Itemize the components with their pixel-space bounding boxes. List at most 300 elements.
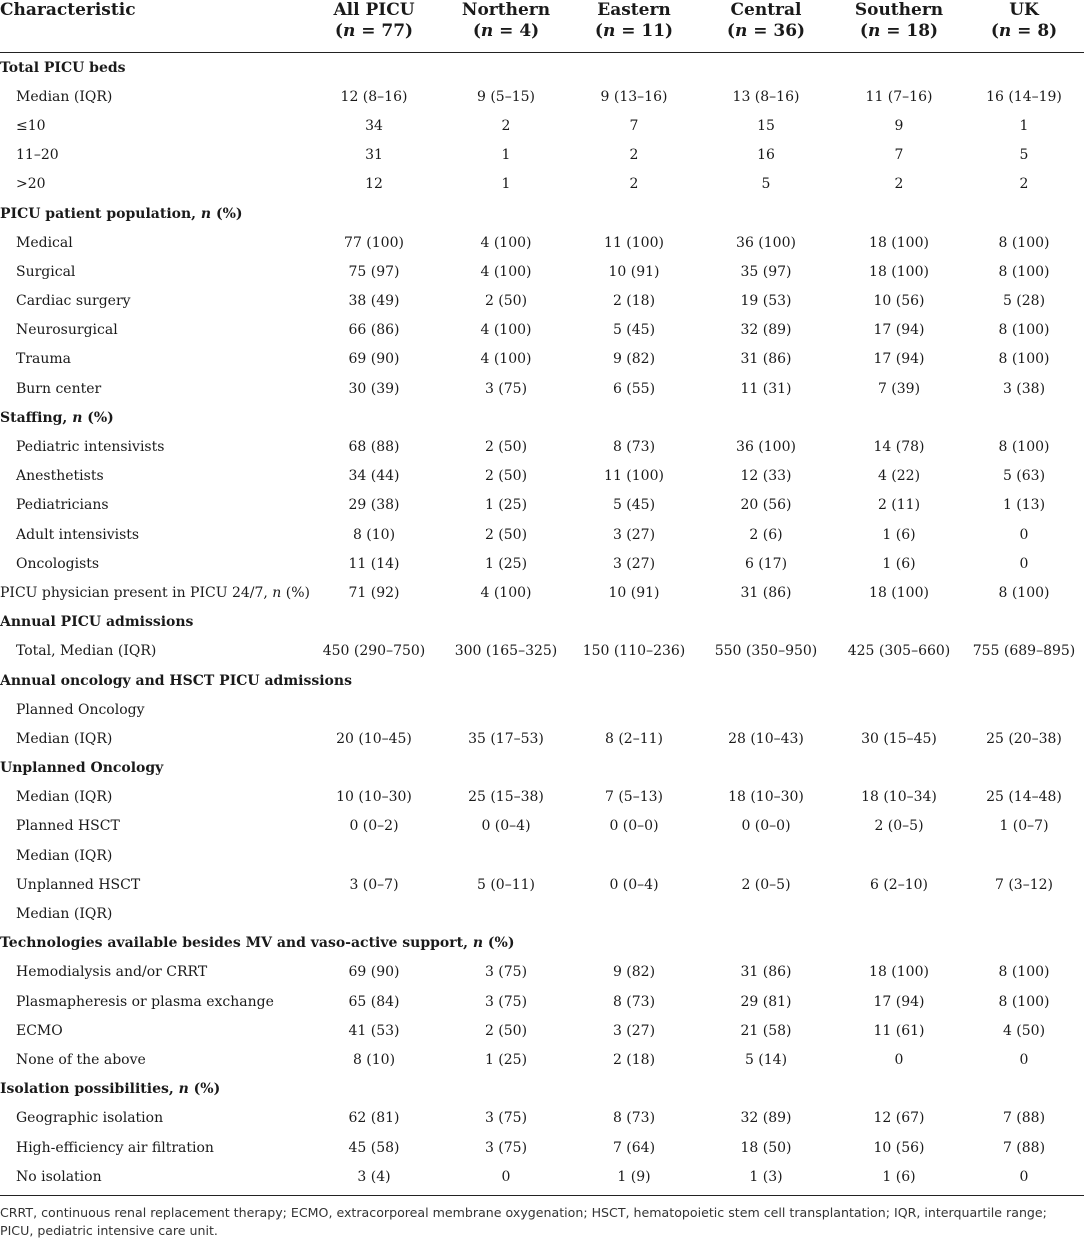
table-cell: 18 (100) (869, 263, 929, 280)
table-cell: 17 (94) (873, 993, 925, 1010)
table-cell (964, 929, 1084, 958)
table-cell: 3 (27) (612, 1022, 656, 1039)
table-cell: 8 (100) (998, 964, 1050, 981)
table-cell: 17 (94) (873, 322, 925, 339)
table-cell: 77 (100) (344, 234, 404, 251)
table-cell: 9 (894, 117, 904, 134)
row-label: ≤10 (16, 117, 46, 134)
table-cell: 2 (50) (484, 526, 528, 543)
table-cell: 2 (50) (484, 468, 528, 485)
table-cell: 3 (27) (612, 526, 656, 543)
header-row (0, 0, 1084, 53)
table-cell: 7 (5–13) (604, 789, 663, 806)
table-cell: 5 (63) (1002, 468, 1046, 485)
table-cell: 7 (64) (612, 1139, 656, 1156)
table-cell: 2 (6) (749, 526, 783, 543)
section-row (0, 929, 1084, 958)
row-label: Plasmapheresis or plasma exchange (16, 993, 274, 1010)
row-label: None of the above (16, 1051, 146, 1068)
table-cell (442, 608, 570, 637)
table-cell: 7 (88) (1002, 1110, 1046, 1127)
table-cell (834, 754, 964, 783)
row-label: 11–20 (16, 147, 59, 164)
table-cell: 2 (629, 147, 639, 164)
table-cell: 41 (53) (348, 1022, 400, 1039)
table-cell: 10 (91) (608, 263, 660, 280)
table-row (0, 870, 1084, 899)
row-label: Burn center (16, 380, 102, 397)
table-cell: 14 (78) (873, 439, 925, 456)
section-row (0, 53, 1084, 83)
table-row (0, 958, 1084, 987)
table-cell: 1 (501, 147, 511, 164)
table-cell (698, 695, 834, 724)
row-label: Neurosurgical (16, 322, 118, 339)
table-cell: 5 (45) (612, 497, 656, 514)
table-cell: 4 (100) (480, 322, 532, 339)
section-row (0, 199, 1084, 228)
row-label: Median (IQR) (16, 88, 113, 105)
table-cell: 10 (10–30) (336, 789, 412, 806)
table-cell: 34 (44) (348, 468, 400, 485)
table-cell: 0 (0–2) (349, 818, 399, 835)
table-cell: 0 (501, 1168, 511, 1185)
table-cell: 25 (14–48) (986, 789, 1062, 806)
row-label: Isolation possibilities, n (%) (0, 1081, 221, 1098)
table-cell (834, 929, 964, 958)
table-row (0, 432, 1084, 461)
table-cell (834, 53, 964, 83)
table-cell (964, 666, 1084, 695)
table-cell (570, 929, 698, 958)
table-cell: 11 (100) (604, 234, 664, 251)
table-cell: 25 (15–38) (468, 789, 544, 806)
table-cell: 4 (100) (480, 234, 532, 251)
table-cell (570, 608, 698, 637)
table-cell: 2 (0–5) (741, 876, 791, 893)
table-cell: 2 (0–5) (874, 818, 924, 835)
table-cell: 8 (73) (612, 439, 656, 456)
table-cell: 62 (81) (348, 1110, 400, 1127)
table-cell: 35 (97) (740, 263, 792, 280)
table-cell (698, 929, 834, 958)
table-cell (442, 53, 570, 83)
table-cell: 2 (18) (612, 293, 656, 310)
table-row (0, 783, 1084, 812)
header-column (570, 0, 698, 53)
table-row (0, 695, 1084, 724)
table-cell (964, 754, 1084, 783)
table-cell (442, 199, 570, 228)
table-cell: 32 (89) (740, 1110, 792, 1127)
table-cell: 8 (2–11) (604, 730, 663, 747)
header-column (964, 0, 1084, 53)
table-cell: 11 (61) (873, 1022, 925, 1039)
header-column (306, 0, 442, 53)
table-cell (964, 199, 1084, 228)
row-label: Planned HSCT (16, 818, 120, 835)
row-label: Pediatricians (16, 497, 109, 514)
table-cell: 0 (894, 1051, 904, 1068)
row-label: Hemodialysis and/or CRRT (16, 964, 208, 981)
header-label: Characteristic (0, 0, 136, 20)
table-cell (834, 899, 964, 928)
table-row (0, 1016, 1084, 1045)
header-column (834, 0, 964, 53)
table-cell: 2 (1019, 176, 1029, 193)
table-cell (442, 403, 570, 432)
table-cell (442, 754, 570, 783)
table-cell (834, 841, 964, 870)
table-cell (834, 403, 964, 432)
table-cell: 7 (39) (877, 380, 921, 397)
table-cell: 3 (75) (484, 1110, 528, 1127)
table-cell: 12 (8–16) (340, 88, 408, 105)
table-cell: 3 (0–7) (349, 876, 399, 893)
table-cell: 0 (1019, 1051, 1029, 1068)
row-label: Anesthetists (16, 468, 104, 485)
table-cell: 20 (10–45) (336, 730, 412, 747)
table-cell: 10 (56) (873, 293, 925, 310)
row-label: Medical (16, 234, 73, 251)
table-cell: 15 (757, 117, 775, 134)
table-row (0, 491, 1084, 520)
table-cell: 2 (18) (612, 1051, 656, 1068)
header-column (698, 0, 834, 53)
table-cell: 30 (15–45) (861, 730, 937, 747)
table-row (0, 170, 1084, 199)
table-cell: 18 (10–34) (861, 789, 937, 806)
table-cell (834, 1075, 964, 1104)
table-cell: 9 (13–16) (600, 88, 668, 105)
table-cell: 31 (86) (740, 964, 792, 981)
header-count: (n = 18) (859, 21, 939, 41)
table-cell: 755 (689–895) (972, 643, 1076, 660)
table-cell: 1 (13) (1002, 497, 1046, 514)
table-cell: 2 (50) (484, 293, 528, 310)
table-cell: 3 (75) (484, 380, 528, 397)
table-cell: 4 (100) (480, 263, 532, 280)
table-cell: 5 (14) (744, 1051, 788, 1068)
table-cell: 5 (28) (1002, 293, 1046, 310)
table-cell (306, 754, 442, 783)
table-row (0, 841, 1084, 870)
table-cell (698, 754, 834, 783)
table-cell: 5 (761, 176, 771, 193)
table-cell: 20 (56) (740, 497, 792, 514)
table-cell (570, 695, 698, 724)
table-header (0, 0, 1084, 53)
row-label: PICU patient population, n (%) (0, 205, 243, 222)
table-cell: 9 (82) (612, 351, 656, 368)
table-cell: 18 (10–30) (728, 789, 804, 806)
table-row (0, 111, 1084, 140)
table-cell (834, 695, 964, 724)
table-cell: 69 (90) (348, 351, 400, 368)
table-cell: 2 (50) (484, 439, 528, 456)
table-cell: 8 (100) (998, 351, 1050, 368)
table-cell: 8 (100) (998, 263, 1050, 280)
row-label: Surgical (16, 263, 76, 280)
table-cell: 36 (100) (736, 439, 796, 456)
table-cell: 1 (6) (882, 555, 916, 572)
table-cell: 9 (82) (612, 964, 656, 981)
table-cell: 3 (38) (1002, 380, 1046, 397)
table-cell: 18 (100) (869, 584, 929, 601)
table-cell: 12 (33) (740, 468, 792, 485)
table-cell: 8 (73) (612, 993, 656, 1010)
header-label: All PICU (333, 0, 415, 20)
table-cell: 25 (20–38) (986, 730, 1062, 747)
table-cell: 11 (7–16) (865, 88, 933, 105)
table-cell (698, 841, 834, 870)
table-cell: 12 (67) (873, 1110, 925, 1127)
table-row (0, 82, 1084, 111)
table-cell (698, 1075, 834, 1104)
row-label: High-efficiency air filtration (16, 1139, 214, 1156)
table-cell (964, 695, 1084, 724)
table-cell: 0 (0–4) (481, 818, 531, 835)
table-cell: 4 (22) (877, 468, 921, 485)
table-cell: 8 (100) (998, 322, 1050, 339)
table-cell: 0 (1019, 526, 1029, 543)
table-cell (442, 695, 570, 724)
table-cell (306, 53, 442, 83)
table-cell: 17 (94) (873, 351, 925, 368)
row-label: Adult intensivists (16, 526, 140, 543)
header-count: (n = 8) (990, 21, 1058, 41)
table-cell: 68 (88) (348, 439, 400, 456)
table-cell: 150 (110–236) (582, 643, 686, 660)
table-row (0, 1133, 1084, 1162)
table-cell: 9 (5–15) (476, 88, 535, 105)
header-label: Northern (461, 0, 551, 20)
table-cell: 4 (50) (1002, 1022, 1046, 1039)
table-cell: 28 (10–43) (728, 730, 804, 747)
table-cell: 4 (100) (480, 584, 532, 601)
table-cell (698, 608, 834, 637)
table-cell (306, 899, 442, 928)
table-cell: 10 (91) (608, 584, 660, 601)
table-cell (964, 841, 1084, 870)
table-cell: 3 (75) (484, 993, 528, 1010)
row-label: Cardiac surgery (16, 293, 131, 310)
table-cell: 2 (50) (484, 1022, 528, 1039)
table-cell: 19 (53) (740, 293, 792, 310)
table-row (0, 549, 1084, 578)
table-cell (964, 899, 1084, 928)
row-label: Trauma (16, 351, 72, 368)
table-cell: 1 (25) (484, 555, 528, 572)
table-cell: 0 (0–0) (609, 818, 659, 835)
table-cell: 1 (25) (484, 497, 528, 514)
section-row (0, 1075, 1084, 1104)
table-cell (570, 841, 698, 870)
table-cell: 3 (75) (484, 1139, 528, 1156)
table-cell: 32 (89) (740, 322, 792, 339)
table-row (0, 724, 1084, 753)
table-cell: 18 (100) (869, 964, 929, 981)
table-cell: 6 (17) (744, 555, 788, 572)
row-label: Technologies available besides MV and vaso-active support, n (%) (0, 935, 515, 952)
table-cell: 29 (81) (740, 993, 792, 1010)
table-cell: 31 (365, 147, 383, 164)
row-label: Median (IQR) (16, 906, 113, 923)
table-cell: 2 (501, 117, 511, 134)
table-row (0, 520, 1084, 549)
table-row (0, 287, 1084, 316)
table-cell: 31 (86) (740, 584, 792, 601)
table-cell: 10 (56) (873, 1139, 925, 1156)
table-cell: 8 (100) (998, 993, 1050, 1010)
table-cell: 65 (84) (348, 993, 400, 1010)
table-cell (570, 1075, 698, 1104)
table-row (0, 812, 1084, 841)
table-cell (570, 53, 698, 83)
table-cell: 16 (757, 147, 775, 164)
table-cell: 69 (90) (348, 964, 400, 981)
table-row (0, 1104, 1084, 1133)
header-count: (n = 4) (472, 21, 540, 41)
table-cell (964, 608, 1084, 637)
table-cell: 7 (3–12) (994, 876, 1053, 893)
table-cell (306, 403, 442, 432)
table-cell: 3 (75) (484, 964, 528, 981)
table-cell: 31 (86) (740, 351, 792, 368)
table-cell (698, 666, 834, 695)
table-cell: 5 (0–11) (476, 876, 535, 893)
table-cell: 1 (9) (617, 1168, 651, 1185)
header-count: (n = 77) (334, 21, 414, 41)
table-row (0, 345, 1084, 374)
table-cell: 7 (894, 147, 904, 164)
table-cell (306, 841, 442, 870)
table-cell: 1 (501, 176, 511, 193)
table-cell: 11 (14) (348, 555, 400, 572)
table-cell (964, 53, 1084, 83)
row-label: Planned Oncology (16, 701, 145, 718)
table-cell: 11 (100) (604, 468, 664, 485)
table-cell: 45 (58) (348, 1139, 400, 1156)
table-cell (698, 53, 834, 83)
table-cell: 8 (10) (352, 1051, 396, 1068)
row-label: Pediatric intensivists (16, 439, 165, 456)
table-cell (442, 899, 570, 928)
table-cell: 13 (8–16) (732, 88, 800, 105)
table-cell: 1 (25) (484, 1051, 528, 1068)
table-row (0, 141, 1084, 170)
table-cell: 1 (6) (882, 526, 916, 543)
table-cell: 2 (11) (877, 497, 921, 514)
table-cell: 11 (31) (740, 380, 792, 397)
table-row (0, 316, 1084, 345)
table-cell: 1 (1019, 117, 1029, 134)
table-cell: 38 (49) (348, 293, 400, 310)
table-cell: 4 (100) (480, 351, 532, 368)
table-cell: 1 (6) (882, 1168, 916, 1185)
table-cell: 5 (1019, 147, 1029, 164)
table-cell (570, 666, 698, 695)
table-cell (698, 199, 834, 228)
table-cell: 7 (629, 117, 639, 134)
table-cell: 34 (365, 117, 383, 134)
table-cell: 5 (45) (612, 322, 656, 339)
table-cell (442, 1075, 570, 1104)
table-cell: 300 (165–325) (454, 643, 558, 660)
table-row (0, 899, 1084, 928)
table-cell (834, 199, 964, 228)
header-column (442, 0, 570, 53)
row-label: Median (IQR) (16, 789, 113, 806)
table-cell (698, 403, 834, 432)
row-label: ECMO (16, 1022, 63, 1039)
table-cell: 18 (50) (740, 1139, 792, 1156)
table-row (0, 1162, 1084, 1196)
table-cell: 0 (0–0) (741, 818, 791, 835)
table-cell (442, 841, 570, 870)
section-row (0, 666, 1084, 695)
row-label: No isolation (16, 1168, 102, 1185)
section-row (0, 754, 1084, 783)
table-footnote: CRRT, continuous renal replacement therapy; ECMO, extracorporeal membrane oxygenation; HSCT, hematopoietic stem cell transplantation; IQR, interquartile range; PICU, pediatric intensive care unit. (0, 1205, 1047, 1239)
table-cell (306, 199, 442, 228)
table-cell: 1 (0–7) (999, 818, 1049, 835)
table-cell: 12 (365, 176, 383, 193)
table-cell: 0 (1019, 555, 1029, 572)
section-row (0, 403, 1084, 432)
table-row (0, 578, 1084, 607)
header-label: Southern (854, 0, 944, 20)
table-cell: 3 (27) (612, 555, 656, 572)
table-cell: 8 (100) (998, 439, 1050, 456)
table-cell: 71 (92) (348, 584, 400, 601)
table-row (0, 462, 1084, 491)
table-cell (834, 608, 964, 637)
table-cell (306, 1075, 442, 1104)
table-cell: 6 (55) (612, 380, 656, 397)
header-label: Central (730, 0, 802, 20)
table-cell (834, 666, 964, 695)
table-cell (570, 403, 698, 432)
table-cell: 7 (88) (1002, 1139, 1046, 1156)
table-cell: 30 (39) (348, 380, 400, 397)
table-row (0, 228, 1084, 257)
table-cell (442, 666, 570, 695)
header-count: (n = 11) (594, 21, 674, 41)
row-label: >20 (16, 176, 46, 193)
row-label: Total, Median (IQR) (16, 643, 157, 660)
table-cell: 8 (73) (612, 1110, 656, 1127)
header-count: (n = 36) (726, 21, 806, 41)
header-characteristic (0, 0, 306, 53)
table-cell (570, 899, 698, 928)
table-cell: 35 (17–53) (468, 730, 544, 747)
table-cell: 66 (86) (348, 322, 400, 339)
table-cell: 2 (894, 176, 904, 193)
table-row (0, 987, 1084, 1016)
row-label: Oncologists (16, 555, 100, 572)
table-cell: 450 (290–750) (322, 643, 426, 660)
table-row (0, 257, 1084, 286)
table-body (0, 53, 1084, 1196)
table-cell: 8 (10) (352, 526, 396, 543)
table-cell (570, 199, 698, 228)
header-label: UK (1009, 0, 1039, 20)
table-cell: 425 (305–660) (847, 643, 951, 660)
row-label: Annual PICU admissions (0, 614, 194, 631)
table-cell: 8 (100) (998, 234, 1050, 251)
table-cell: 550 (350–950) (714, 643, 818, 660)
